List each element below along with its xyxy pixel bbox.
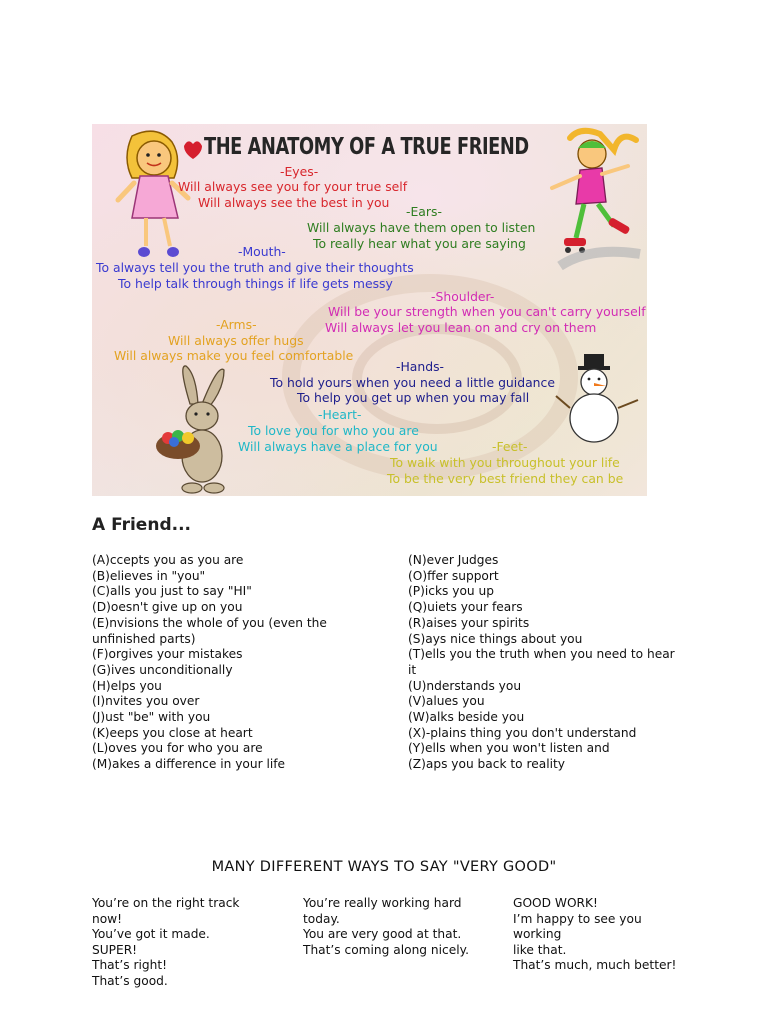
list-item: (R)aises your spirits (408, 615, 530, 630)
snowman-illustration-icon (554, 348, 644, 448)
list-item: That’s coming along nicely. (303, 942, 469, 957)
poster-line: -Shoulder- (431, 289, 495, 304)
list-item: (U)nderstands you (408, 678, 522, 693)
list-item: (J)ust "be" with you (92, 710, 211, 725)
poster-title: THE ANATOMY OF A TRUE FRIEND (204, 134, 529, 160)
poster-line: To walk with you throughout your life (390, 455, 620, 470)
anatomy-poster (92, 124, 647, 496)
poster-line: Will always see the best in you (198, 195, 390, 210)
bunny-illustration-icon (148, 364, 248, 496)
list-item: (P)icks you up (408, 584, 494, 599)
list-item: (N)ever Judges (408, 553, 499, 567)
poster-line: -Mouth- (238, 244, 286, 259)
list-item: (E)nvisions the whole of you (even the unfinished parts) (92, 615, 327, 646)
list-item: That’s much, much better! (513, 958, 677, 973)
list-item: That’s good. (92, 973, 168, 988)
list-item: (M)akes a difference in your life (92, 757, 286, 772)
list-item: (V)alues you (408, 694, 485, 709)
list-item: (H)elps you (92, 678, 162, 693)
very-good-column-1 (92, 896, 267, 990)
friend-list-left (92, 553, 382, 773)
poster-line: To help talk through things if life gets messy (118, 276, 393, 291)
poster-line: To love you for who you are (248, 423, 419, 438)
friend-heading: A Friend... (92, 515, 191, 535)
friend-list-right (408, 553, 683, 773)
list-item: (C)alls you just to say "HI" (92, 584, 252, 599)
poster-line: To hold yours when you need a little guidance (270, 375, 555, 390)
poster-line: To always tell you the truth and give their thoughts (96, 260, 414, 275)
list-item: (Y)ells when you won't listen and (408, 741, 610, 756)
list-item: You are very good at that. (303, 927, 462, 942)
poster-line: -Feet- (492, 439, 528, 454)
list-item: (W)alks beside you (408, 710, 525, 725)
poster-line: To be the very best friend they can be (387, 471, 624, 486)
poster-line: To help you get up when you may fall (297, 390, 530, 405)
list-item: (X)-plains thing you don't understand (408, 725, 637, 740)
list-item: (I)nvites you over (92, 694, 200, 709)
poster-line: Will always let you lean on and cry on them (325, 320, 597, 335)
list-item: (K)eeps you close at heart (92, 725, 253, 740)
very-good-column-3 (513, 896, 688, 974)
poster-line: Will always see you for your true self (178, 179, 408, 194)
poster-line: Will always make you feel comfortable (114, 348, 354, 363)
list-item: You’re really working hard today. (303, 896, 462, 926)
list-item: (B)elieves in "you" (92, 568, 206, 583)
list-item: That’s right! (92, 958, 168, 973)
very-good-column-2 (303, 896, 478, 958)
poster-line: Will always have them open to listen (307, 220, 536, 235)
poster-line: -Eyes- (280, 164, 319, 179)
list-item: (L)oves you for who you are (92, 741, 263, 756)
list-item: (Z)aps you back to reality (408, 757, 565, 772)
list-item: (A)ccepts you as you are (92, 553, 244, 567)
poster-line: Will be your strength when you can't carry yourself (328, 304, 646, 319)
list-item: (O)ffer support (408, 568, 499, 583)
poster-line: Will always have a place for you (238, 439, 438, 454)
list-item: GOOD WORK! (513, 896, 598, 910)
list-item: (S)ays nice things about you (408, 631, 583, 646)
skater-girl-illustration-icon (540, 126, 644, 276)
list-item: I’m happy to see you working (513, 911, 642, 942)
list-item: (D)oesn't give up on you (92, 600, 243, 615)
list-item: (G)ives unconditionally (92, 662, 233, 677)
list-item: (Q)uiets your fears (408, 600, 523, 615)
poster-line: -Hands- (396, 359, 445, 374)
poster-line: To really hear what you are saying (313, 236, 526, 251)
list-item: You’re on the right track now! (92, 896, 240, 926)
girl-illustration-icon (102, 128, 212, 263)
list-item: like that. (513, 942, 567, 957)
list-item: (T)ells you the truth when you need to hear it (408, 647, 675, 677)
list-item: SUPER! (92, 942, 138, 957)
poster-line: -Heart- (318, 407, 362, 422)
list-item: You’ve got it made. (92, 927, 210, 942)
poster-line: Will always offer hugs (168, 333, 304, 348)
poster-line: -Ears- (406, 204, 442, 219)
very-good-heading: MANY DIFFERENT WAYS TO SAY "VERY GOOD" (211, 859, 557, 875)
list-item: (F)orgives your mistakes (92, 647, 243, 662)
poster-line: -Arms- (216, 317, 257, 332)
